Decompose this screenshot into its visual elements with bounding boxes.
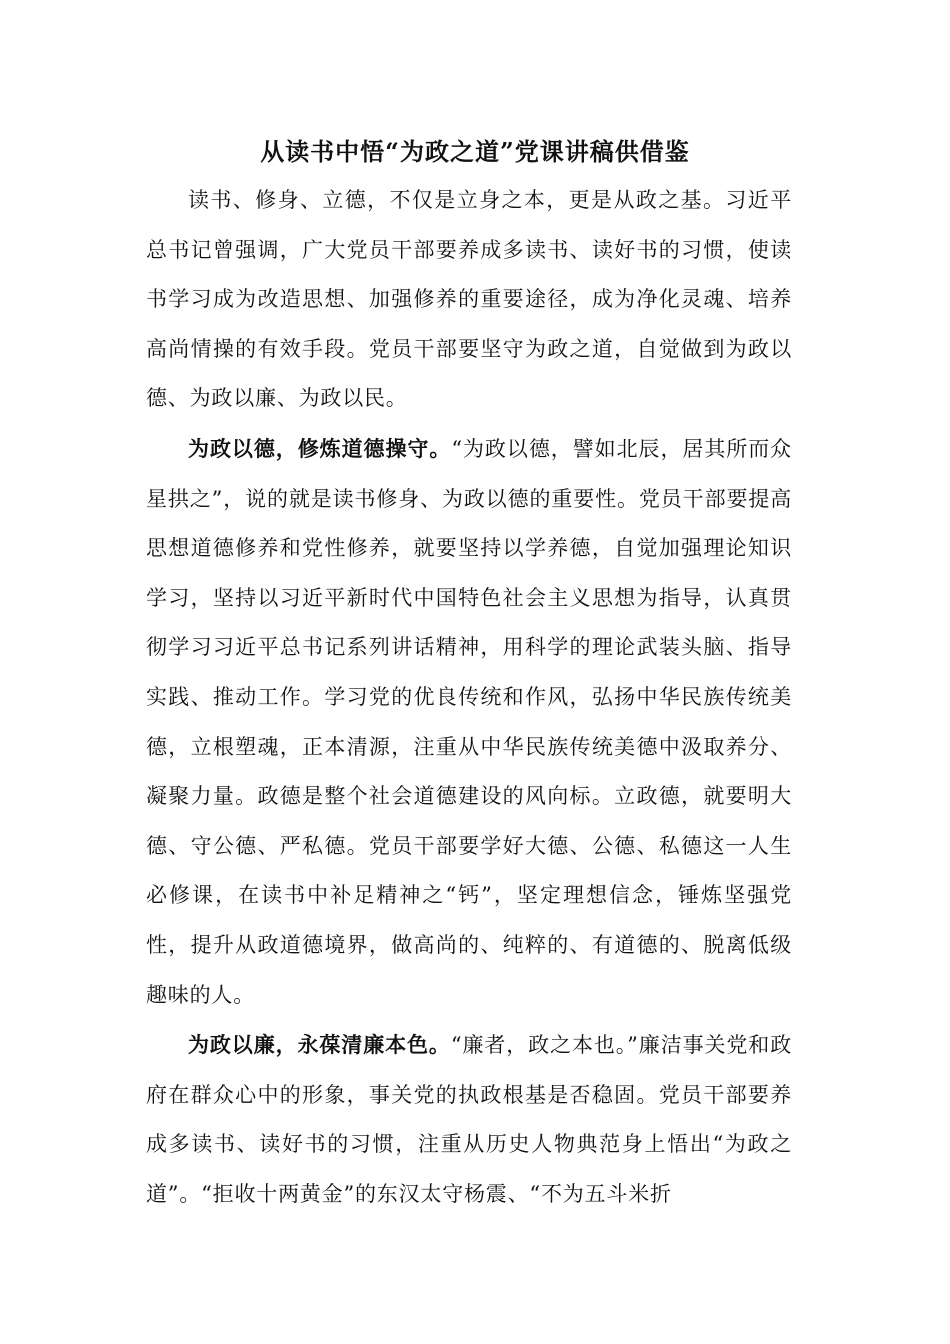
- document-body: [146, 176, 792, 1219]
- paragraph-integrity: [146, 1020, 792, 1219]
- paragraph-text: 读书、修身、立德，不仅是立身之本，更是从政之基。习近平总书记曾强调，广大党员干部要养成多读书、读好书的习惯，使读书学习成为改造思想、加强修养的重要途径，成为净化灵魂、培养高尚情操的有效手段。党员干部要坚守为政之道，自觉做到为政以德、为政以廉、为政以民。: [146, 188, 792, 411]
- paragraph-lead: 为政以德，修炼道德操守。: [188, 435, 452, 461]
- paragraph-text: “廉者，政之本也。”廉洁事关党和政府在群众心中的形象，事关党的执政根基是否稳固。党员干部要养成多读书、读好书的习惯，注重从历史人物典范身上悟出“为政之道”。“拒收十两黄金”的东汉太守杨震、“不为五斗米折: [146, 1033, 792, 1206]
- paragraph-virtue: [146, 424, 792, 1020]
- document-title: 从读书中悟“为政之道”党课讲稿供借鉴: [260, 137, 690, 166]
- paragraph-lead: 为政以廉，永葆清廉本色。: [188, 1032, 451, 1058]
- paragraph-text: “为政以德，譬如北辰，居其所而众星拱之”，说的就是读书修身、为政以德的重要性。党员干部要提高思想道德修养和党性修养，就要坚持以学养德，自觉加强理论知识学习，坚持以习近平新时代中国特色社会主义思想为指导，认真贯彻学习习近平总书记系列讲话精神，用科学的理论武装头脑、指导实践、推动工作。学习党的优良传统和作风，弘扬中华民族传统美德，立根塑魂，正本清源，注重从中华民族传统美德中汲取养分、凝聚力量。政德是整个社会道德建设的风向标。立政德，就要明大德、守公德、严私德。党员干部要学好大德、公德、私德这一人生必修课，在读书中补足精神之“钙”，坚定理想信念，锤炼坚强党性，提升从政道德境界，做高尚的、纯粹的、有道德的、脱离低级趣味的人。: [146, 436, 792, 1007]
- paragraph-intro: [146, 176, 792, 424]
